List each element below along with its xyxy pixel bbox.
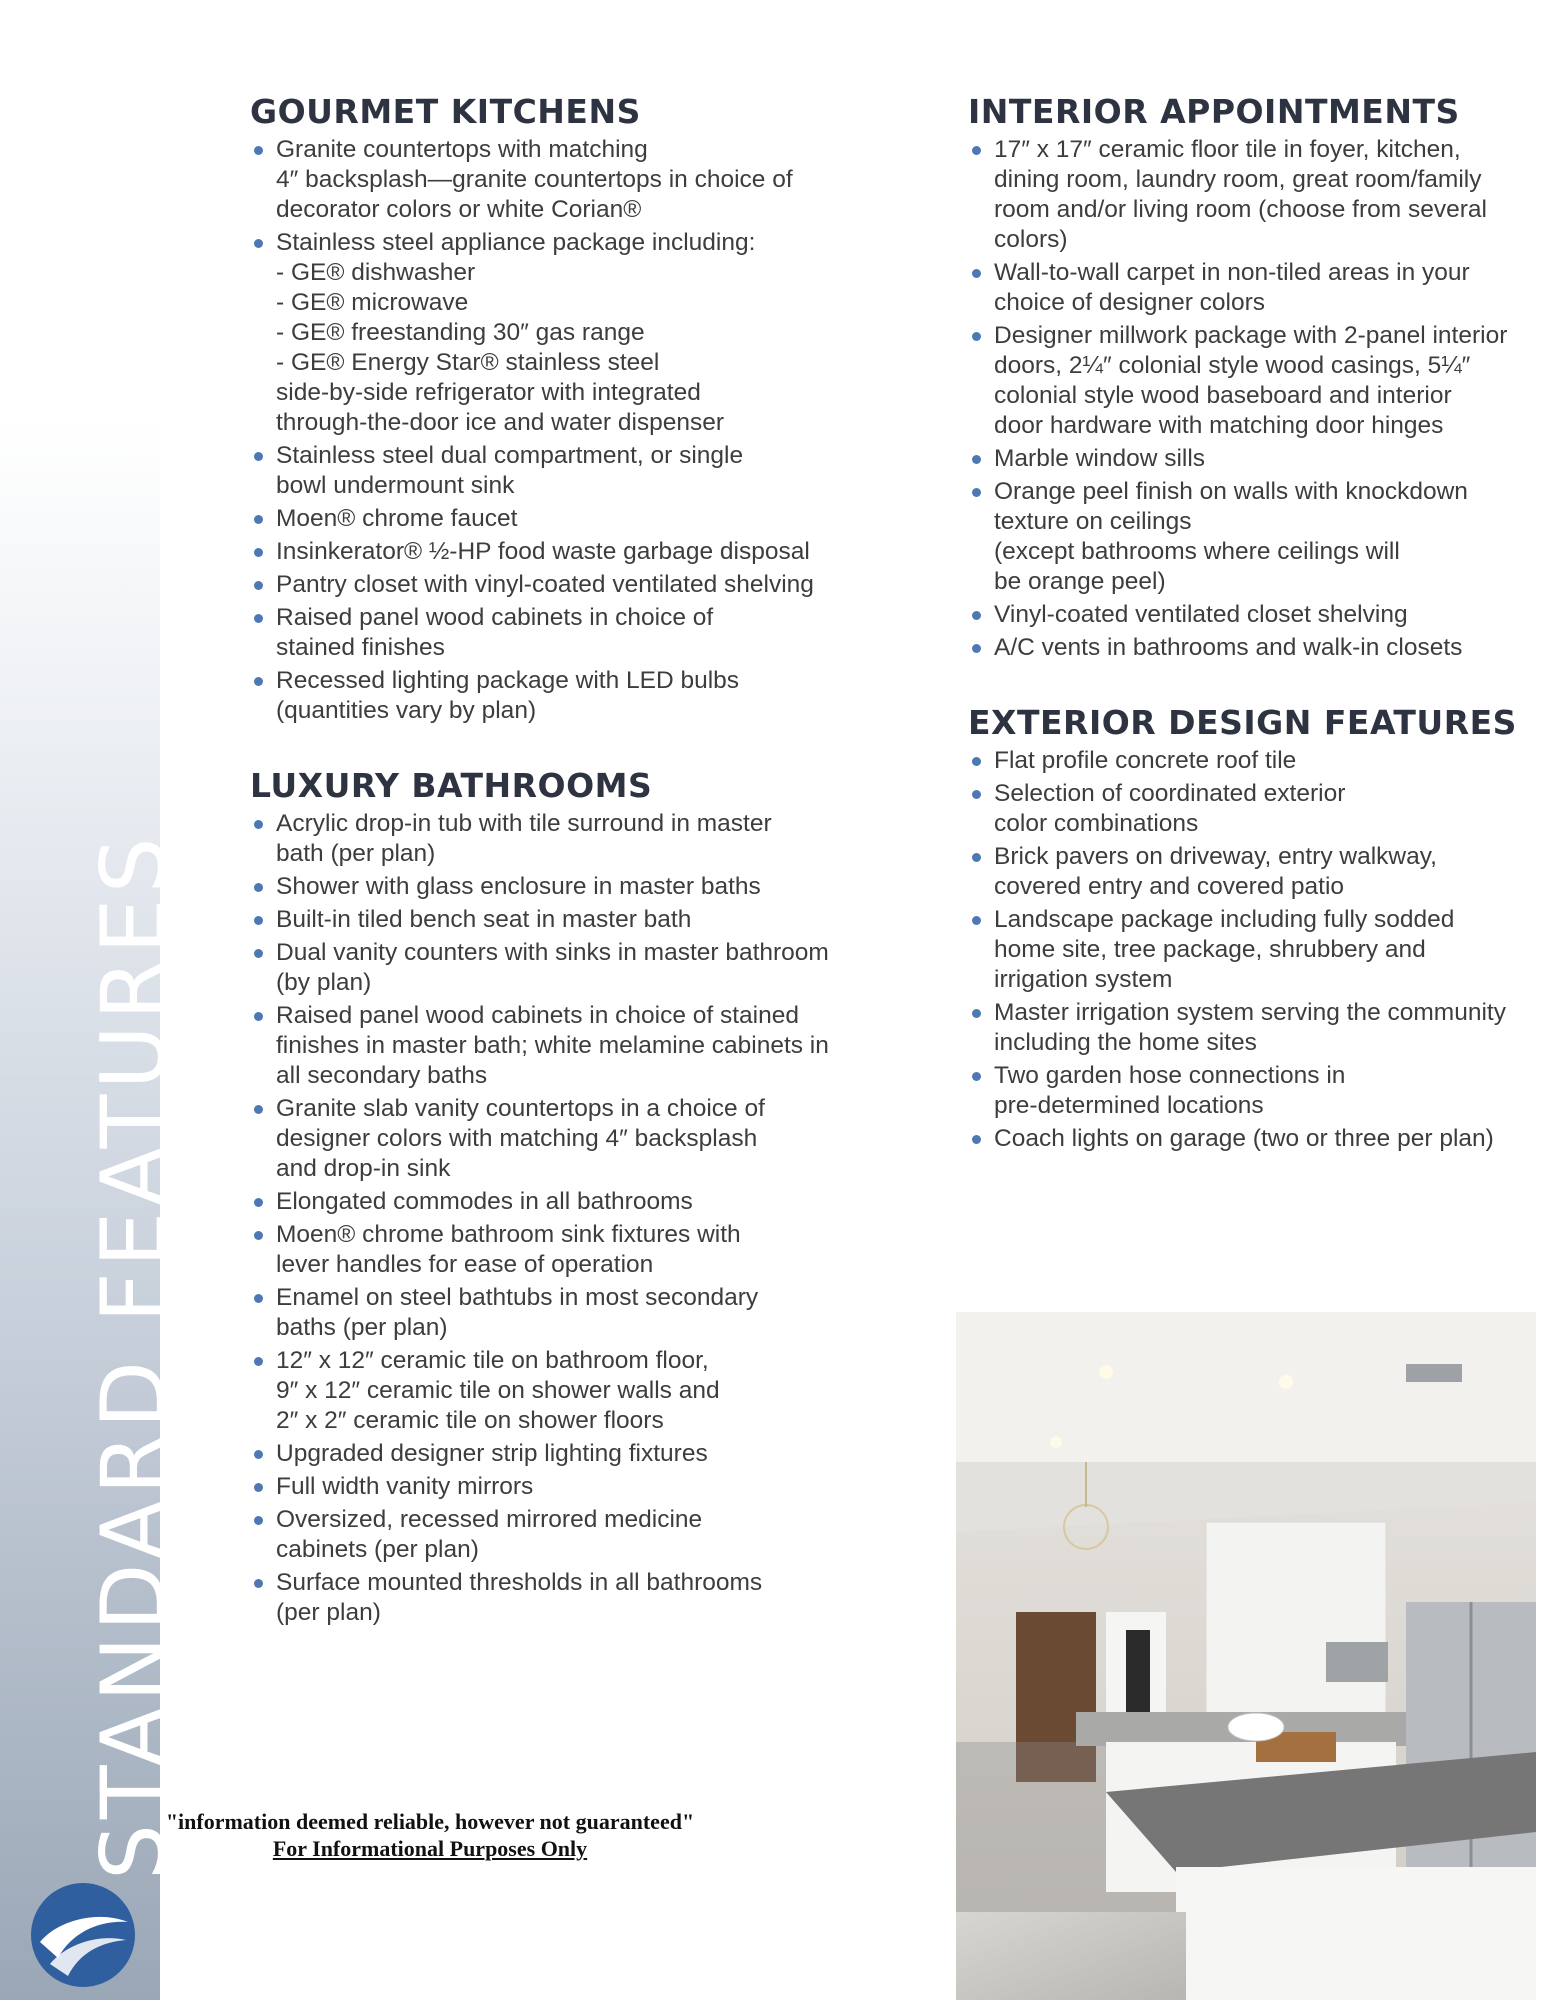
bullet-icon	[972, 332, 981, 341]
disclaimer-line-1: "information deemed reliable, however not guaranteed"	[165, 1809, 695, 1834]
list-item	[250, 135, 870, 225]
list-item	[250, 1220, 870, 1280]
section-exterior-design-features	[968, 703, 1538, 1154]
section-heading: EXTERIOR DESIGN FEATURES	[968, 703, 1517, 742]
list-item-text: Acrylic drop-in tub with tile surround in master bath (per plan)	[276, 810, 772, 867]
list-item-text: Flat profile concrete roof tile	[994, 747, 1297, 774]
list-item	[968, 779, 1538, 839]
bullet-icon	[254, 1294, 263, 1303]
list-item-text: Built-in tiled bench seat in master bath	[276, 906, 692, 933]
list-item-text: Granite countertops with matching 4″ backsplash—granite countertops in choice of decorator colors or white Corian®	[276, 136, 793, 223]
bullet-icon	[254, 1357, 263, 1366]
bullet-icon	[254, 452, 263, 461]
list-item	[250, 1001, 870, 1091]
list-item	[968, 477, 1538, 597]
bullet-icon	[972, 269, 981, 278]
section-gourmet-kitchens	[250, 92, 870, 726]
list-item	[968, 633, 1538, 663]
list-item-text: Elongated commodes in all bathrooms	[276, 1188, 693, 1215]
bullet-icon	[972, 488, 981, 497]
list-item-text: Orange peel finish on walls with knockdown texture on ceilings (except bathrooms where ceilings will be orange peel)	[994, 478, 1468, 595]
right-column	[968, 92, 1538, 1194]
list-item-text: Upgraded designer strip lighting fixtures	[276, 1440, 708, 1467]
list-item	[250, 809, 870, 869]
bullet-icon	[254, 239, 263, 248]
bullet-icon	[254, 1516, 263, 1525]
bullet-icon	[972, 1072, 981, 1081]
list-item-text: Stainless steel dual compartment, or single bowl undermount sink	[276, 442, 744, 499]
list-item	[250, 603, 870, 663]
bullet-icon	[972, 644, 981, 653]
bullet-icon	[972, 790, 981, 799]
feature-list	[968, 746, 1538, 1154]
list-item	[968, 905, 1538, 995]
list-item	[250, 1505, 870, 1565]
list-item-text: Full width vanity mirrors	[276, 1473, 534, 1500]
list-item	[250, 1187, 870, 1217]
bullet-icon	[254, 1450, 263, 1459]
list-item	[250, 441, 870, 501]
list-item-text: 17″ x 17″ ceramic floor tile in foyer, kitchen, dining room, laundry room, great room/family room and/or living room (choose from several colors)	[994, 136, 1487, 253]
list-item-text: Moen® chrome bathroom sink fixtures with lever handles for ease of operation	[276, 1221, 741, 1278]
list-item	[250, 938, 870, 998]
section-luxury-bathrooms	[250, 766, 870, 1628]
bullet-icon	[254, 820, 263, 829]
bullet-icon	[972, 1009, 981, 1018]
list-item-text: Landscape package including fully sodded home site, tree package, shrubbery and irrigation system	[994, 906, 1455, 993]
kitchen-photo	[956, 1312, 1536, 2000]
list-item	[968, 998, 1538, 1058]
list-item-text: Oversized, recessed mirrored medicine cabinets (per plan)	[276, 1506, 703, 1563]
section-heading: GOURMET KITCHENS	[250, 92, 641, 131]
bullet-icon	[254, 1579, 263, 1588]
list-item-text: Stainless steel appliance package including: - GE® dishwasher - GE® microwave - GE® freestanding 30″ gas range - GE® Energy Star® stainless steel side-by-side refrigerator with integrated through-the-door ice and water dispenser	[276, 229, 756, 436]
bullet-icon	[972, 853, 981, 862]
feature-list	[250, 135, 870, 726]
list-item-text: Vinyl-coated ventilated closet shelving	[994, 601, 1408, 628]
list-item-text: Insinkerator® ½-HP food waste garbage disposal	[276, 538, 810, 565]
list-item	[250, 1094, 870, 1184]
list-item	[968, 135, 1538, 255]
list-item	[250, 666, 870, 726]
list-item	[968, 258, 1538, 318]
section-heading: LUXURY BATHROOMS	[250, 766, 653, 805]
list-item-text: Selection of coordinated exterior color combinations	[994, 780, 1346, 837]
list-item	[250, 872, 870, 902]
list-item-text: Granite slab vanity countertops in a choice of designer colors with matching 4″ backsplash and drop-in sink	[276, 1095, 765, 1182]
list-item	[250, 1472, 870, 1502]
list-item-text: Two garden hose connections in pre-determined locations	[994, 1062, 1346, 1119]
feature-list	[968, 135, 1538, 663]
bullet-icon	[254, 949, 263, 958]
side-title: STANDARD FEATURES	[82, 832, 185, 1880]
bullet-icon	[254, 614, 263, 623]
list-item-text: Shower with glass enclosure in master baths	[276, 873, 761, 900]
left-column	[250, 92, 870, 1668]
list-item-text: Raised panel wood cabinets in choice of stained finishes	[276, 604, 714, 661]
bullet-icon	[972, 455, 981, 464]
bullet-icon	[254, 1483, 263, 1492]
list-item-text: Dual vanity counters with sinks in master bathroom (by plan)	[276, 939, 829, 996]
bullet-icon	[254, 916, 263, 925]
section-heading: INTERIOR APPOINTMENTS	[968, 92, 1460, 131]
list-item	[250, 1283, 870, 1343]
list-item-text: Coach lights on garage (two or three per plan)	[994, 1125, 1494, 1152]
list-item	[968, 746, 1538, 776]
disclaimer-line-2: For Informational Purposes Only	[272, 1836, 588, 1861]
list-item-text: Moen® chrome faucet	[276, 505, 518, 532]
bullet-icon	[972, 146, 981, 155]
list-item-text: Brick pavers on driveway, entry walkway, covered entry and covered patio	[994, 843, 1437, 900]
list-item	[250, 1346, 870, 1436]
list-item	[250, 504, 870, 534]
bullet-icon	[972, 611, 981, 620]
brand-logo-icon	[28, 1880, 138, 1990]
list-item	[250, 1439, 870, 1469]
feature-list	[250, 809, 870, 1628]
bullet-icon	[254, 146, 263, 155]
list-item	[250, 228, 870, 438]
bullet-icon	[254, 581, 263, 590]
list-item	[968, 444, 1538, 474]
section-interior-appointments	[968, 92, 1538, 663]
bullet-icon	[254, 1012, 263, 1021]
list-item-text: Recessed lighting package with LED bulbs (quantities vary by plan)	[276, 667, 740, 724]
bullet-icon	[254, 1231, 263, 1240]
disclaimer	[150, 1808, 710, 1862]
list-item-text: Wall-to-wall carpet in non-tiled areas in your choice of designer colors	[994, 259, 1470, 316]
bullet-icon	[254, 515, 263, 524]
list-item-text: Designer millwork package with 2-panel interior doors, 2¼″ colonial style wood casings, 5¼″ colonial style wood baseboard and interior door hardware with matching door hinges	[994, 322, 1508, 439]
list-item-text: Marble window sills	[994, 445, 1206, 472]
bullet-icon	[254, 1198, 263, 1207]
list-item	[968, 321, 1538, 441]
bullet-icon	[972, 916, 981, 925]
bullet-icon	[254, 1105, 263, 1114]
list-item	[250, 905, 870, 935]
bullet-icon	[254, 548, 263, 557]
list-item-text: Raised panel wood cabinets in choice of stained finishes in master bath; white melamine cabinets in all secondary baths	[276, 1002, 829, 1089]
list-item-text: Enamel on steel bathtubs in most secondary baths (per plan)	[276, 1284, 759, 1341]
list-item-text: Pantry closet with vinyl-coated ventilated shelving	[276, 571, 814, 598]
list-item-text: A/C vents in bathrooms and walk-in closets	[994, 634, 1463, 661]
list-item-text: Master irrigation system serving the community including the home sites	[994, 999, 1506, 1056]
list-item-text: 12″ x 12″ ceramic tile on bathroom floor, 9″ x 12″ ceramic tile on shower walls and 2″ x 2″ ceramic tile on shower floors	[276, 1347, 720, 1434]
list-item	[250, 570, 870, 600]
list-item	[250, 537, 870, 567]
bullet-icon	[254, 883, 263, 892]
list-item	[968, 1124, 1538, 1154]
list-item	[250, 1568, 870, 1628]
list-item	[968, 842, 1538, 902]
list-item-text: Surface mounted thresholds in all bathrooms (per plan)	[276, 1569, 763, 1626]
list-item	[968, 1061, 1538, 1121]
list-item	[968, 600, 1538, 630]
bullet-icon	[254, 677, 263, 686]
bullet-icon	[972, 1135, 981, 1144]
bullet-icon	[972, 757, 981, 766]
